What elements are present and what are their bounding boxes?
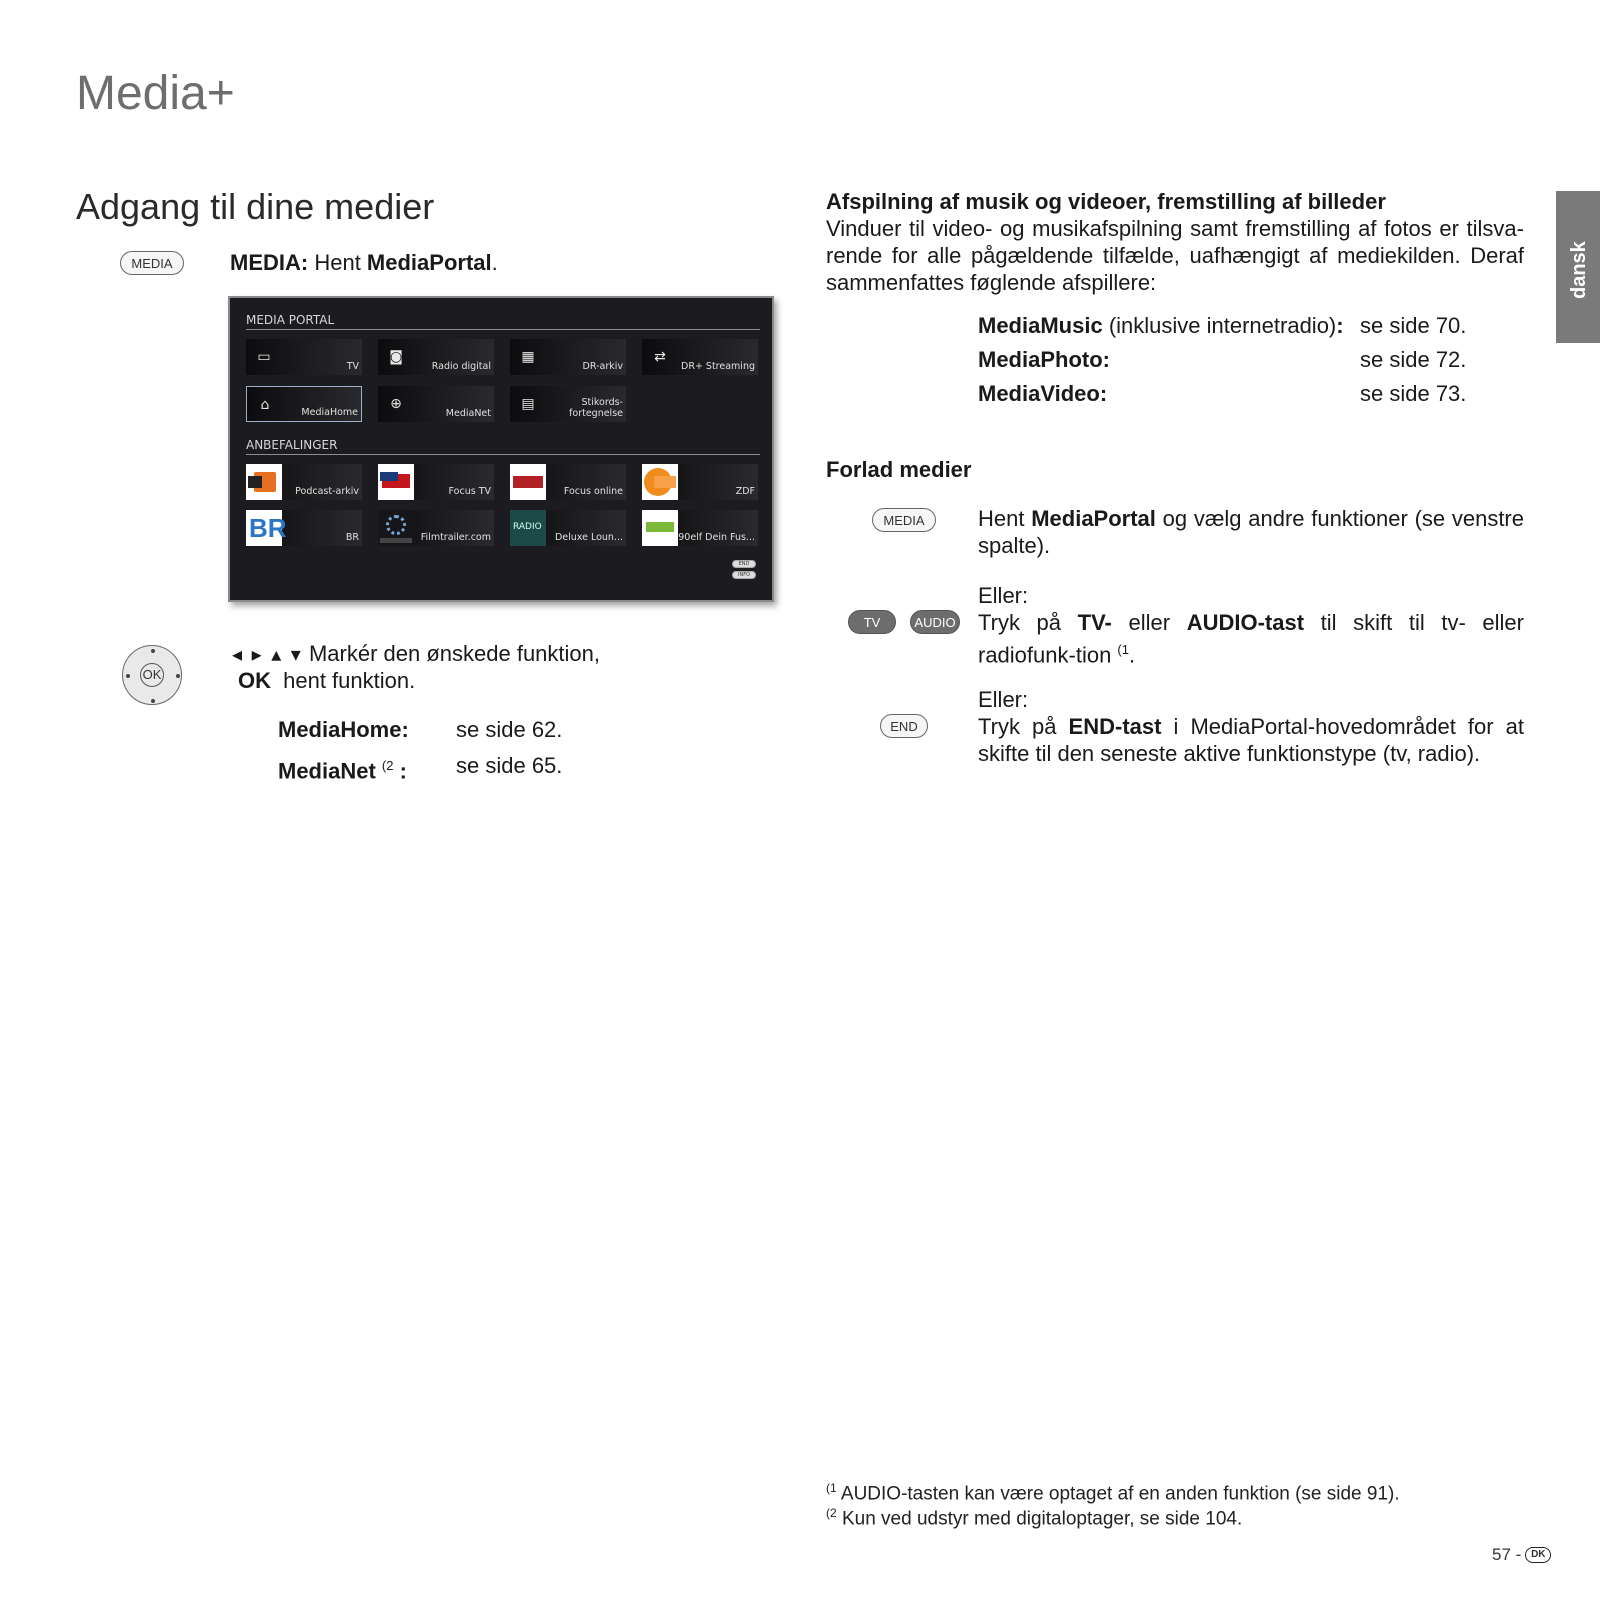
ok-label: OK — [238, 668, 271, 693]
heading-leave-media: Forlad medier — [826, 457, 972, 482]
player-mediamusic: MediaMusic (inklusive internetradio): — [978, 313, 1344, 338]
language-tab — [1556, 191, 1600, 343]
media-instruction-bold2: MediaPortal — [366, 250, 492, 275]
tile-label: Deluxe Loun... — [554, 532, 623, 543]
leave-option-end: Tryk på END-tast i MediaPortal-hovedområdet for at skifte til den seneste aktive funktionstype (tv, radio). — [978, 714, 1524, 766]
tile-label: Podcast-arkiv — [295, 486, 359, 497]
globe-icon: ⊕ — [390, 396, 402, 412]
heading-playback: Afspilning af musik og videoer, fremstilling af billeder — [826, 189, 1386, 214]
tile-radio-digital — [378, 339, 494, 375]
tile-tv — [246, 339, 362, 375]
language-tab-label: dansk — [1568, 241, 1590, 299]
ok-navigation-pad-icon — [122, 645, 182, 705]
nav-text2: hent funktion. — [283, 668, 416, 693]
tile-dr-streaming — [642, 339, 758, 375]
portal-header: MEDIA PORTAL — [246, 313, 335, 327]
tile-label: 90elf Dein Fus... — [678, 532, 755, 543]
ref-medianet-label: MediaNet $^{(2}$ : — [278, 758, 407, 784]
ok-key-label: OK — [140, 663, 164, 687]
tile-label: Focus TV — [448, 486, 491, 497]
media-key-icon: MEDIA — [120, 251, 184, 275]
tile-label: Radio digital — [431, 361, 491, 372]
arrow-keys-icon: ◂ ▸ ▴ ▾ — [232, 644, 303, 666]
tile-label: MediaNet — [445, 408, 491, 419]
ref-mediahome-value: se side 62. — [456, 717, 563, 742]
nav-instruction-line1 — [232, 640, 600, 669]
tile-label: BR — [345, 532, 359, 543]
section-title: Adgang til dine medier — [76, 186, 435, 227]
tile-label: DR-arkiv — [582, 361, 623, 372]
tile-label: TV — [346, 361, 359, 372]
footnote-2: $^{(2}$ Kun ved udstyr med digitaloptager, se side 104. — [826, 1506, 1243, 1530]
media-portal-screenshot — [228, 296, 774, 602]
tile-focus-tv — [378, 464, 494, 500]
portal-header-rule — [246, 329, 760, 330]
tile-deluxe-lounge — [510, 510, 626, 546]
or-label-2: Eller: — [978, 687, 1029, 712]
focusonline-logo — [510, 464, 546, 500]
media-instruction-bold: MEDIA: — [230, 250, 309, 275]
tile-mediahome — [246, 386, 362, 422]
tile-stikords — [510, 386, 626, 422]
mediahome-icon: ⌂ — [260, 397, 270, 413]
page-number: 57 - DK — [1492, 1545, 1551, 1565]
tile-label: DR+ Streaming — [681, 361, 755, 372]
end-key-icon: END — [880, 714, 928, 738]
clapper-icon: ▦ — [521, 349, 535, 365]
recommend-header: ANBEFALINGER — [246, 438, 338, 452]
or-label-1: Eller: — [978, 583, 1029, 608]
tile-focus-online — [510, 464, 626, 500]
streaming-icon: ⇄ — [654, 349, 666, 365]
tile-br — [246, 510, 362, 546]
player-mediaphoto-ref: se side 72. — [1360, 347, 1467, 372]
leave-option-tv-audio: Tryk på TV- eller AUDIO-tast til skift til tv- eller radiofunk-tion $^{(1}$. — [978, 610, 1524, 668]
player-mediavideo: MediaVideo: — [978, 381, 1108, 406]
tile-label: MediaHome — [301, 407, 358, 418]
br-logo: BR — [246, 510, 282, 546]
90elf-logo — [642, 510, 678, 546]
media-instruction-text: Hent — [308, 250, 367, 275]
index-icon: ▤ — [521, 396, 535, 412]
tile-label: Stikords- fortegnelse — [569, 397, 623, 419]
info-key-icon: INFO — [732, 571, 756, 579]
tv-key-icon: TV — [848, 610, 896, 634]
player-mediamusic-ref: se side 70. — [1360, 313, 1467, 338]
leave-option-media: Hent MediaPortal og vælg andre funktioner (se venstre spalte). — [978, 506, 1524, 558]
dk-badge-icon: DK — [1525, 1547, 1551, 1563]
tile-label: Filmtrailer.com — [420, 532, 491, 543]
recommend-header-rule — [246, 454, 760, 455]
paragraph-playback: Vinduer til video- og musikafspilning samt fremstilling af fotos er tilsva-rende for alle pågældende tilfælde, uafhængigt af mediekilden. Deraf sammenfattes føglende afspillere: — [826, 216, 1524, 295]
end-key-icon: END — [732, 560, 756, 568]
media-key-icon: MEDIA — [872, 508, 936, 532]
player-mediavideo-ref: se side 73. — [1360, 381, 1467, 406]
tv-icon: ▭ — [257, 349, 271, 365]
media-instruction-end: . — [491, 250, 498, 275]
podcast-logo — [246, 464, 282, 500]
tile-filmtrailer — [378, 510, 494, 546]
tile-90elf — [642, 510, 758, 546]
tile-medianet — [378, 386, 494, 422]
player-mediaphoto: MediaPhoto: — [978, 347, 1110, 372]
footnote-1: $^{(1}$ AUDIO-tasten kan være optaget af en anden funktion (se side 91). — [826, 1481, 1400, 1505]
tile-label: Focus online — [563, 486, 623, 497]
tile-zdf — [642, 464, 758, 500]
zdf-logo — [642, 464, 678, 500]
ref-medianet-value: se side 65. — [456, 753, 563, 778]
radio-logo: RADIO — [510, 510, 546, 546]
filmtrailer-logo — [378, 510, 414, 546]
tile-podcast — [246, 464, 362, 500]
radio-icon: ◙ — [389, 349, 403, 365]
page-title: Media+ — [76, 67, 235, 120]
media-instruction — [230, 249, 498, 276]
nav-text1: Markér den ønskede funktion, — [308, 641, 600, 666]
audio-key-icon: AUDIO — [910, 610, 960, 634]
focustv-logo — [378, 464, 414, 500]
tile-dr-arkiv — [510, 339, 626, 375]
ref-mediahome-label: MediaHome: — [278, 717, 409, 742]
tile-label: ZDF — [735, 486, 755, 497]
nav-instruction-line2 — [238, 667, 415, 694]
